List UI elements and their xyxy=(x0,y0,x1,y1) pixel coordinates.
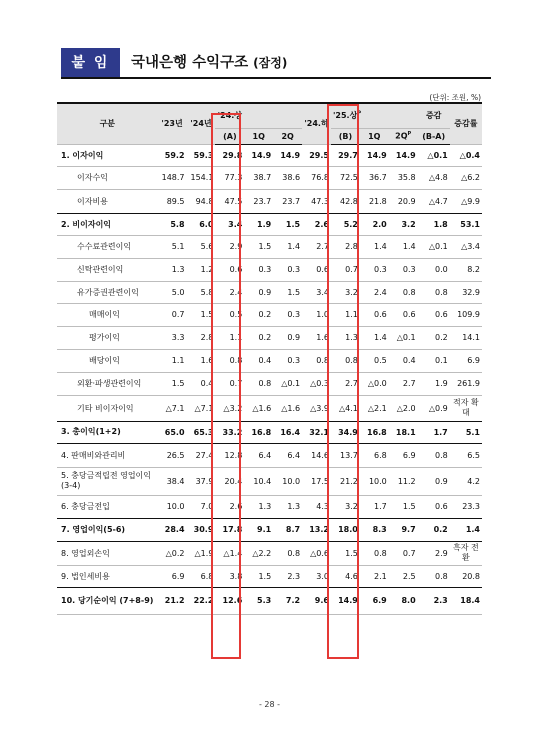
table-cell: 0.5 xyxy=(360,349,389,372)
table-cell: 38.4 xyxy=(158,467,187,495)
table-cell: 1.4 xyxy=(360,235,389,258)
table-cell: 1.4 xyxy=(389,235,418,258)
table-cell: 10.4 xyxy=(244,467,273,495)
table-cell: 1.1 xyxy=(215,326,244,349)
table-cell: 6.8 xyxy=(187,565,216,587)
col-header-a: (A) xyxy=(215,128,244,144)
table-cell: 148.7 xyxy=(158,166,187,189)
table-cell: 0.3 xyxy=(389,258,418,281)
table-cell: 1.7 xyxy=(418,421,450,443)
table-cell: 6.9 xyxy=(360,587,389,614)
table-cell: 32.9 xyxy=(450,281,482,303)
table-cell: 0.9 xyxy=(273,326,302,349)
table-cell: △2.1 xyxy=(360,395,389,421)
table-cell: 47.5 xyxy=(215,189,244,213)
table-cell: 65.3 xyxy=(187,421,216,443)
table-cell: △4.7 xyxy=(418,189,450,213)
table-cell: 14.9 xyxy=(360,144,389,166)
table-cell: 0.2 xyxy=(244,303,273,326)
table-cell: 0.6 xyxy=(360,303,389,326)
table-cell: 9.7 xyxy=(389,518,418,541)
table-cell: △0.1 xyxy=(418,235,450,258)
col-header-2024h1: '24.상 xyxy=(215,103,244,128)
table-row xyxy=(57,326,482,349)
table-cell: 23.7 xyxy=(244,189,273,213)
table-cell: 0.8 xyxy=(389,281,418,303)
table-cell: 0.6 xyxy=(389,303,418,326)
table-cell: 1.3 xyxy=(331,326,360,349)
row-label: 평가이익 xyxy=(57,326,158,349)
table-cell: 0.7 xyxy=(389,541,418,565)
title-text: 국내은행 수익구조 xyxy=(131,55,249,71)
table-cell: △3.4 xyxy=(450,235,482,258)
table-cell: 0.2 xyxy=(418,326,450,349)
table-cell: 30.9 xyxy=(187,518,216,541)
table-cell: 9.1 xyxy=(244,518,273,541)
row-label: 이자수익 xyxy=(57,166,158,189)
row-label: 기타 비이자이익 xyxy=(57,395,158,421)
table-row xyxy=(57,565,482,587)
row-label: 신탁관련이익 xyxy=(57,258,158,281)
table-cell: △0.1 xyxy=(389,326,418,349)
table-cell: △0.9 xyxy=(418,395,450,421)
table-cell: 18.0 xyxy=(331,518,360,541)
table-cell: 76.8 xyxy=(302,166,331,189)
table-cell: 0.8 xyxy=(215,349,244,372)
row-label: 1. 이자이익 xyxy=(57,144,158,166)
table-cell: 3.8 xyxy=(215,565,244,587)
table-cell: 11.2 xyxy=(389,467,418,495)
table-cell: 4.2 xyxy=(450,467,482,495)
row-label: 이자비용 xyxy=(57,189,158,213)
table-row xyxy=(57,518,482,541)
table-cell: △0.2 xyxy=(158,541,187,565)
table-cell: 5.1 xyxy=(450,421,482,443)
table-cell: 5.3 xyxy=(244,587,273,614)
table-cell: 13.2 xyxy=(302,518,331,541)
row-label: 2. 비이자이익 xyxy=(57,213,158,235)
row-label: 9. 법인세비용 xyxy=(57,565,158,587)
table-cell: 흑자 전환 xyxy=(450,541,482,565)
table-cell: 10.0 xyxy=(158,495,187,518)
col-header-2q-2025: $2Q^P$ xyxy=(389,128,418,144)
table-cell: 8.3 xyxy=(360,518,389,541)
table-cell: 5.6 xyxy=(187,235,216,258)
table-cell: 3.4 xyxy=(215,213,244,235)
table-cell: 0.9 xyxy=(244,281,273,303)
table-cell: 적자 확대 xyxy=(450,395,482,421)
table-cell: 72.5 xyxy=(331,166,360,189)
table-row xyxy=(57,213,482,235)
page-title xyxy=(131,50,287,76)
table-cell: 1.0 xyxy=(302,303,331,326)
row-label: 매매이익 xyxy=(57,303,158,326)
col-header-1q: 1Q xyxy=(244,128,273,144)
table-cell: 0.7 xyxy=(158,303,187,326)
table-cell: 38.7 xyxy=(244,166,273,189)
table-cell: 2.4 xyxy=(360,281,389,303)
table-cell: △7.1 xyxy=(187,395,216,421)
table-cell: 1.8 xyxy=(418,213,450,235)
table-cell: △6.2 xyxy=(450,166,482,189)
table-cell: 10.0 xyxy=(360,467,389,495)
table-cell: 0.8 xyxy=(302,349,331,372)
table-cell: 77.3 xyxy=(215,166,244,189)
col-header-2025h1: '25.상$^P$ xyxy=(331,103,360,128)
table-cell: 47.3 xyxy=(302,189,331,213)
profit-structure-table xyxy=(57,102,482,615)
table-row xyxy=(57,541,482,565)
table-cell: 6.8 xyxy=(360,443,389,467)
table-cell: 0.4 xyxy=(389,349,418,372)
table-row xyxy=(57,144,482,166)
table-cell: △0.0 xyxy=(360,372,389,395)
table-cell: △1.4 xyxy=(215,541,244,565)
row-label: 외환·파생관련이익 xyxy=(57,372,158,395)
col-header-diff: 증감 xyxy=(418,103,450,128)
table-cell: 0.3 xyxy=(244,258,273,281)
table-cell: 23.3 xyxy=(450,495,482,518)
table-cell: 0.9 xyxy=(418,467,450,495)
row-label: 유가증권관련이익 xyxy=(57,281,158,303)
table-cell: 0.6 xyxy=(215,258,244,281)
table-cell: 0.3 xyxy=(360,258,389,281)
table-cell: 4.6 xyxy=(331,565,360,587)
table-cell: 33.2 xyxy=(215,421,244,443)
table-cell: 22.2 xyxy=(187,587,216,614)
table-cell: 14.9 xyxy=(331,587,360,614)
table-cell: 3.2 xyxy=(331,281,360,303)
table-row xyxy=(57,467,482,495)
table-cell: 6.9 xyxy=(450,349,482,372)
table-cell: 20.4 xyxy=(215,467,244,495)
table-cell: 2.3 xyxy=(273,565,302,587)
table-cell: 13.7 xyxy=(331,443,360,467)
table-cell: 0.8 xyxy=(331,349,360,372)
table-cell: 0.6 xyxy=(418,495,450,518)
table-cell: 21.2 xyxy=(158,587,187,614)
table-cell: 2.7 xyxy=(331,372,360,395)
table-cell: 1.5 xyxy=(244,565,273,587)
table-cell: 29.7 xyxy=(331,144,360,166)
table-cell: 0.7 xyxy=(215,372,244,395)
table-cell: 1.4 xyxy=(450,518,482,541)
table-row xyxy=(57,443,482,467)
table-cell: △4.8 xyxy=(418,166,450,189)
table-cell: 2.9 xyxy=(215,235,244,258)
col-header-gubun: 구분 xyxy=(57,103,158,144)
table-cell: 1.5 xyxy=(331,541,360,565)
table-cell: 5.0 xyxy=(158,281,187,303)
table-cell: 18.4 xyxy=(450,587,482,614)
table-cell: 32.1 xyxy=(302,421,331,443)
table-cell: 10.0 xyxy=(273,467,302,495)
table-row xyxy=(57,258,482,281)
table-cell: 0.8 xyxy=(418,443,450,467)
table-cell: 38.6 xyxy=(273,166,302,189)
table-cell: 1.5 xyxy=(273,213,302,235)
table-cell: 0.8 xyxy=(418,565,450,587)
col-header-2q: 2Q xyxy=(273,128,302,144)
appendix-badge: 붙 임 xyxy=(61,48,120,78)
table-cell: 4.3 xyxy=(302,495,331,518)
table-cell: △0.1 xyxy=(273,372,302,395)
table-cell: 12.6 xyxy=(215,587,244,614)
table-cell: 0.5 xyxy=(215,303,244,326)
table-cell: 3.2 xyxy=(331,495,360,518)
table-cell: 53.1 xyxy=(450,213,482,235)
table-cell: 0.3 xyxy=(273,258,302,281)
table-cell: 2.7 xyxy=(302,235,331,258)
table-cell: △4.1 xyxy=(331,395,360,421)
table-cell: 1.1 xyxy=(158,349,187,372)
table-cell: 16.8 xyxy=(244,421,273,443)
table-cell: 59.3 xyxy=(187,144,216,166)
table-cell: △1.6 xyxy=(273,395,302,421)
table-cell: 2.4 xyxy=(215,281,244,303)
table-cell: 1.5 xyxy=(389,495,418,518)
table-cell: 21.8 xyxy=(360,189,389,213)
row-label: 5. 충당금적립전 영업이익(3-4) xyxy=(57,467,158,495)
table-cell: 0.3 xyxy=(273,303,302,326)
table-cell: △0.6 xyxy=(302,541,331,565)
table-cell: 14.9 xyxy=(273,144,302,166)
table-cell: 8.2 xyxy=(450,258,482,281)
table-row xyxy=(57,395,482,421)
table-cell: 8.0 xyxy=(389,587,418,614)
row-label: 8. 영업외손익 xyxy=(57,541,158,565)
table-cell: △9.9 xyxy=(450,189,482,213)
table-cell: △2.0 xyxy=(389,395,418,421)
table-cell: 1.6 xyxy=(302,326,331,349)
table-cell: 0.8 xyxy=(244,372,273,395)
row-label: 수수료관련이익 xyxy=(57,235,158,258)
table-cell: 2.3 xyxy=(418,587,450,614)
table-cell: 28.4 xyxy=(158,518,187,541)
table-row xyxy=(57,235,482,258)
table-cell: 5.1 xyxy=(158,235,187,258)
row-label: 7. 영업이익(5-6) xyxy=(57,518,158,541)
table-row xyxy=(57,349,482,372)
table-cell: 20.9 xyxy=(389,189,418,213)
table-cell: 154.1 xyxy=(187,166,216,189)
section-header xyxy=(61,48,491,78)
table-row xyxy=(57,281,482,303)
table-cell: △0.1 xyxy=(418,144,450,166)
table-cell: 14.1 xyxy=(450,326,482,349)
table-cell: 0.7 xyxy=(331,258,360,281)
table-cell: 8.7 xyxy=(273,518,302,541)
table-cell: 42.8 xyxy=(331,189,360,213)
table-cell: 21.2 xyxy=(331,467,360,495)
table-cell: 3.4 xyxy=(302,281,331,303)
row-label: 배당이익 xyxy=(57,349,158,372)
table-row xyxy=(57,587,482,614)
table-cell: 6.4 xyxy=(273,443,302,467)
table-cell: 2.8 xyxy=(331,235,360,258)
table-cell: 20.8 xyxy=(450,565,482,587)
table-row xyxy=(57,303,482,326)
table-cell: 5.8 xyxy=(187,281,216,303)
table-cell: 3.3 xyxy=(158,326,187,349)
table-cell: 3.2 xyxy=(389,213,418,235)
table-cell: 36.7 xyxy=(360,166,389,189)
table-cell: 1.3 xyxy=(244,495,273,518)
table-cell: △7.1 xyxy=(158,395,187,421)
table-cell: △3.9 xyxy=(302,395,331,421)
col-header-rate: 증감률 xyxy=(450,103,482,144)
table-cell: 1.4 xyxy=(273,235,302,258)
table-cell: △2.2 xyxy=(244,541,273,565)
table-cell: 59.2 xyxy=(158,144,187,166)
table-cell: 14.9 xyxy=(389,144,418,166)
table-cell: 14.9 xyxy=(244,144,273,166)
table-cell: 2.7 xyxy=(389,372,418,395)
table-cell: 1.6 xyxy=(187,349,216,372)
table-cell: 0.2 xyxy=(244,326,273,349)
table-cell: 0.6 xyxy=(418,303,450,326)
table-cell: 18.1 xyxy=(389,421,418,443)
table-cell: 1.5 xyxy=(244,235,273,258)
table-cell: 5.2 xyxy=(331,213,360,235)
table-cell: 1.2 xyxy=(187,258,216,281)
table-cell: 1.3 xyxy=(273,495,302,518)
row-label: 10. 당기순이익 (7+8-9) xyxy=(57,587,158,614)
col-header-2024: '24년 xyxy=(187,103,216,144)
col-header-1q-2025: 1Q xyxy=(360,128,389,144)
table-cell: △3.2 xyxy=(215,395,244,421)
table-cell: 6.0 xyxy=(187,213,216,235)
table-cell: 1.5 xyxy=(158,372,187,395)
table-row xyxy=(57,372,482,395)
table-cell: 1.5 xyxy=(273,281,302,303)
table-cell: 6.5 xyxy=(450,443,482,467)
table-cell: △0.4 xyxy=(450,144,482,166)
title-underline xyxy=(61,77,491,79)
col-header-diff-sub: (B-A) xyxy=(418,128,450,144)
table-cell: 89.5 xyxy=(158,189,187,213)
table-cell: 0.0 xyxy=(418,258,450,281)
table-cell: 7.2 xyxy=(273,587,302,614)
table-cell: 2.9 xyxy=(418,541,450,565)
table-cell: 1.3 xyxy=(158,258,187,281)
table-cell: 34.9 xyxy=(331,421,360,443)
unit-note: (단위: 조원, %) xyxy=(429,93,481,102)
row-label: 3. 총이익(1+2) xyxy=(57,421,158,443)
col-header-b: (B) xyxy=(331,128,360,144)
table-cell: 6.4 xyxy=(244,443,273,467)
table-cell: 94.8 xyxy=(187,189,216,213)
table-cell: 0.4 xyxy=(187,372,216,395)
table-cell: △1.6 xyxy=(244,395,273,421)
table-cell: 7.0 xyxy=(187,495,216,518)
table-cell: 1.7 xyxy=(360,495,389,518)
table-cell: 27.4 xyxy=(187,443,216,467)
table-cell: 0.2 xyxy=(418,518,450,541)
table-cell: 1.4 xyxy=(360,326,389,349)
table-cell: 29.5 xyxy=(302,144,331,166)
table-cell: 1.1 xyxy=(331,303,360,326)
table-row xyxy=(57,166,482,189)
table-cell: 3.0 xyxy=(302,565,331,587)
page-number: - 28 - xyxy=(258,700,281,709)
table-cell: 2.8 xyxy=(187,326,216,349)
table-cell: 0.8 xyxy=(418,281,450,303)
table-cell: 14.6 xyxy=(302,443,331,467)
table-cell: 35.8 xyxy=(389,166,418,189)
table-row xyxy=(57,495,482,518)
table-cell: 0.1 xyxy=(418,349,450,372)
table-cell: 0.3 xyxy=(273,349,302,372)
col-header-2024h2: '24.하 xyxy=(302,103,331,144)
table-cell: △0.3 xyxy=(302,372,331,395)
table-cell: 6.9 xyxy=(389,443,418,467)
col-header-2023: '23년 xyxy=(158,103,187,144)
table-cell: 5.8 xyxy=(158,213,187,235)
table-cell: 12.8 xyxy=(215,443,244,467)
table-cell: 261.9 xyxy=(450,372,482,395)
table-cell: 2.1 xyxy=(360,565,389,587)
table-cell: △1.9 xyxy=(187,541,216,565)
table-row xyxy=(57,189,482,213)
table-cell: 2.5 xyxy=(389,565,418,587)
table-cell: 17.5 xyxy=(302,467,331,495)
table-cell: 0.4 xyxy=(244,349,273,372)
table-cell: 17.8 xyxy=(215,518,244,541)
row-label: 4. 판매비와관리비 xyxy=(57,443,158,467)
table-cell: 1.9 xyxy=(244,213,273,235)
table-cell: 0.8 xyxy=(360,541,389,565)
table-cell: 65.0 xyxy=(158,421,187,443)
table-cell: 9.6 xyxy=(302,587,331,614)
table-cell: 29.8 xyxy=(215,144,244,166)
table-cell: 2.6 xyxy=(215,495,244,518)
table-cell: 6.9 xyxy=(158,565,187,587)
row-label: 6. 충당금전입 xyxy=(57,495,158,518)
table-cell: 0.6 xyxy=(302,258,331,281)
table-cell: 2.6 xyxy=(302,213,331,235)
table-cell: 1.9 xyxy=(418,372,450,395)
table-cell: 2.0 xyxy=(360,213,389,235)
table-cell: 0.8 xyxy=(273,541,302,565)
table-cell: 1.5 xyxy=(187,303,216,326)
table-cell: 26.5 xyxy=(158,443,187,467)
table-cell: 16.4 xyxy=(273,421,302,443)
table-cell: 16.8 xyxy=(360,421,389,443)
table-row xyxy=(57,421,482,443)
table-cell: 109.9 xyxy=(450,303,482,326)
table-cell: 37.9 xyxy=(187,467,216,495)
table-cell: 23.7 xyxy=(273,189,302,213)
title-suffix: (잠정) xyxy=(253,56,288,70)
